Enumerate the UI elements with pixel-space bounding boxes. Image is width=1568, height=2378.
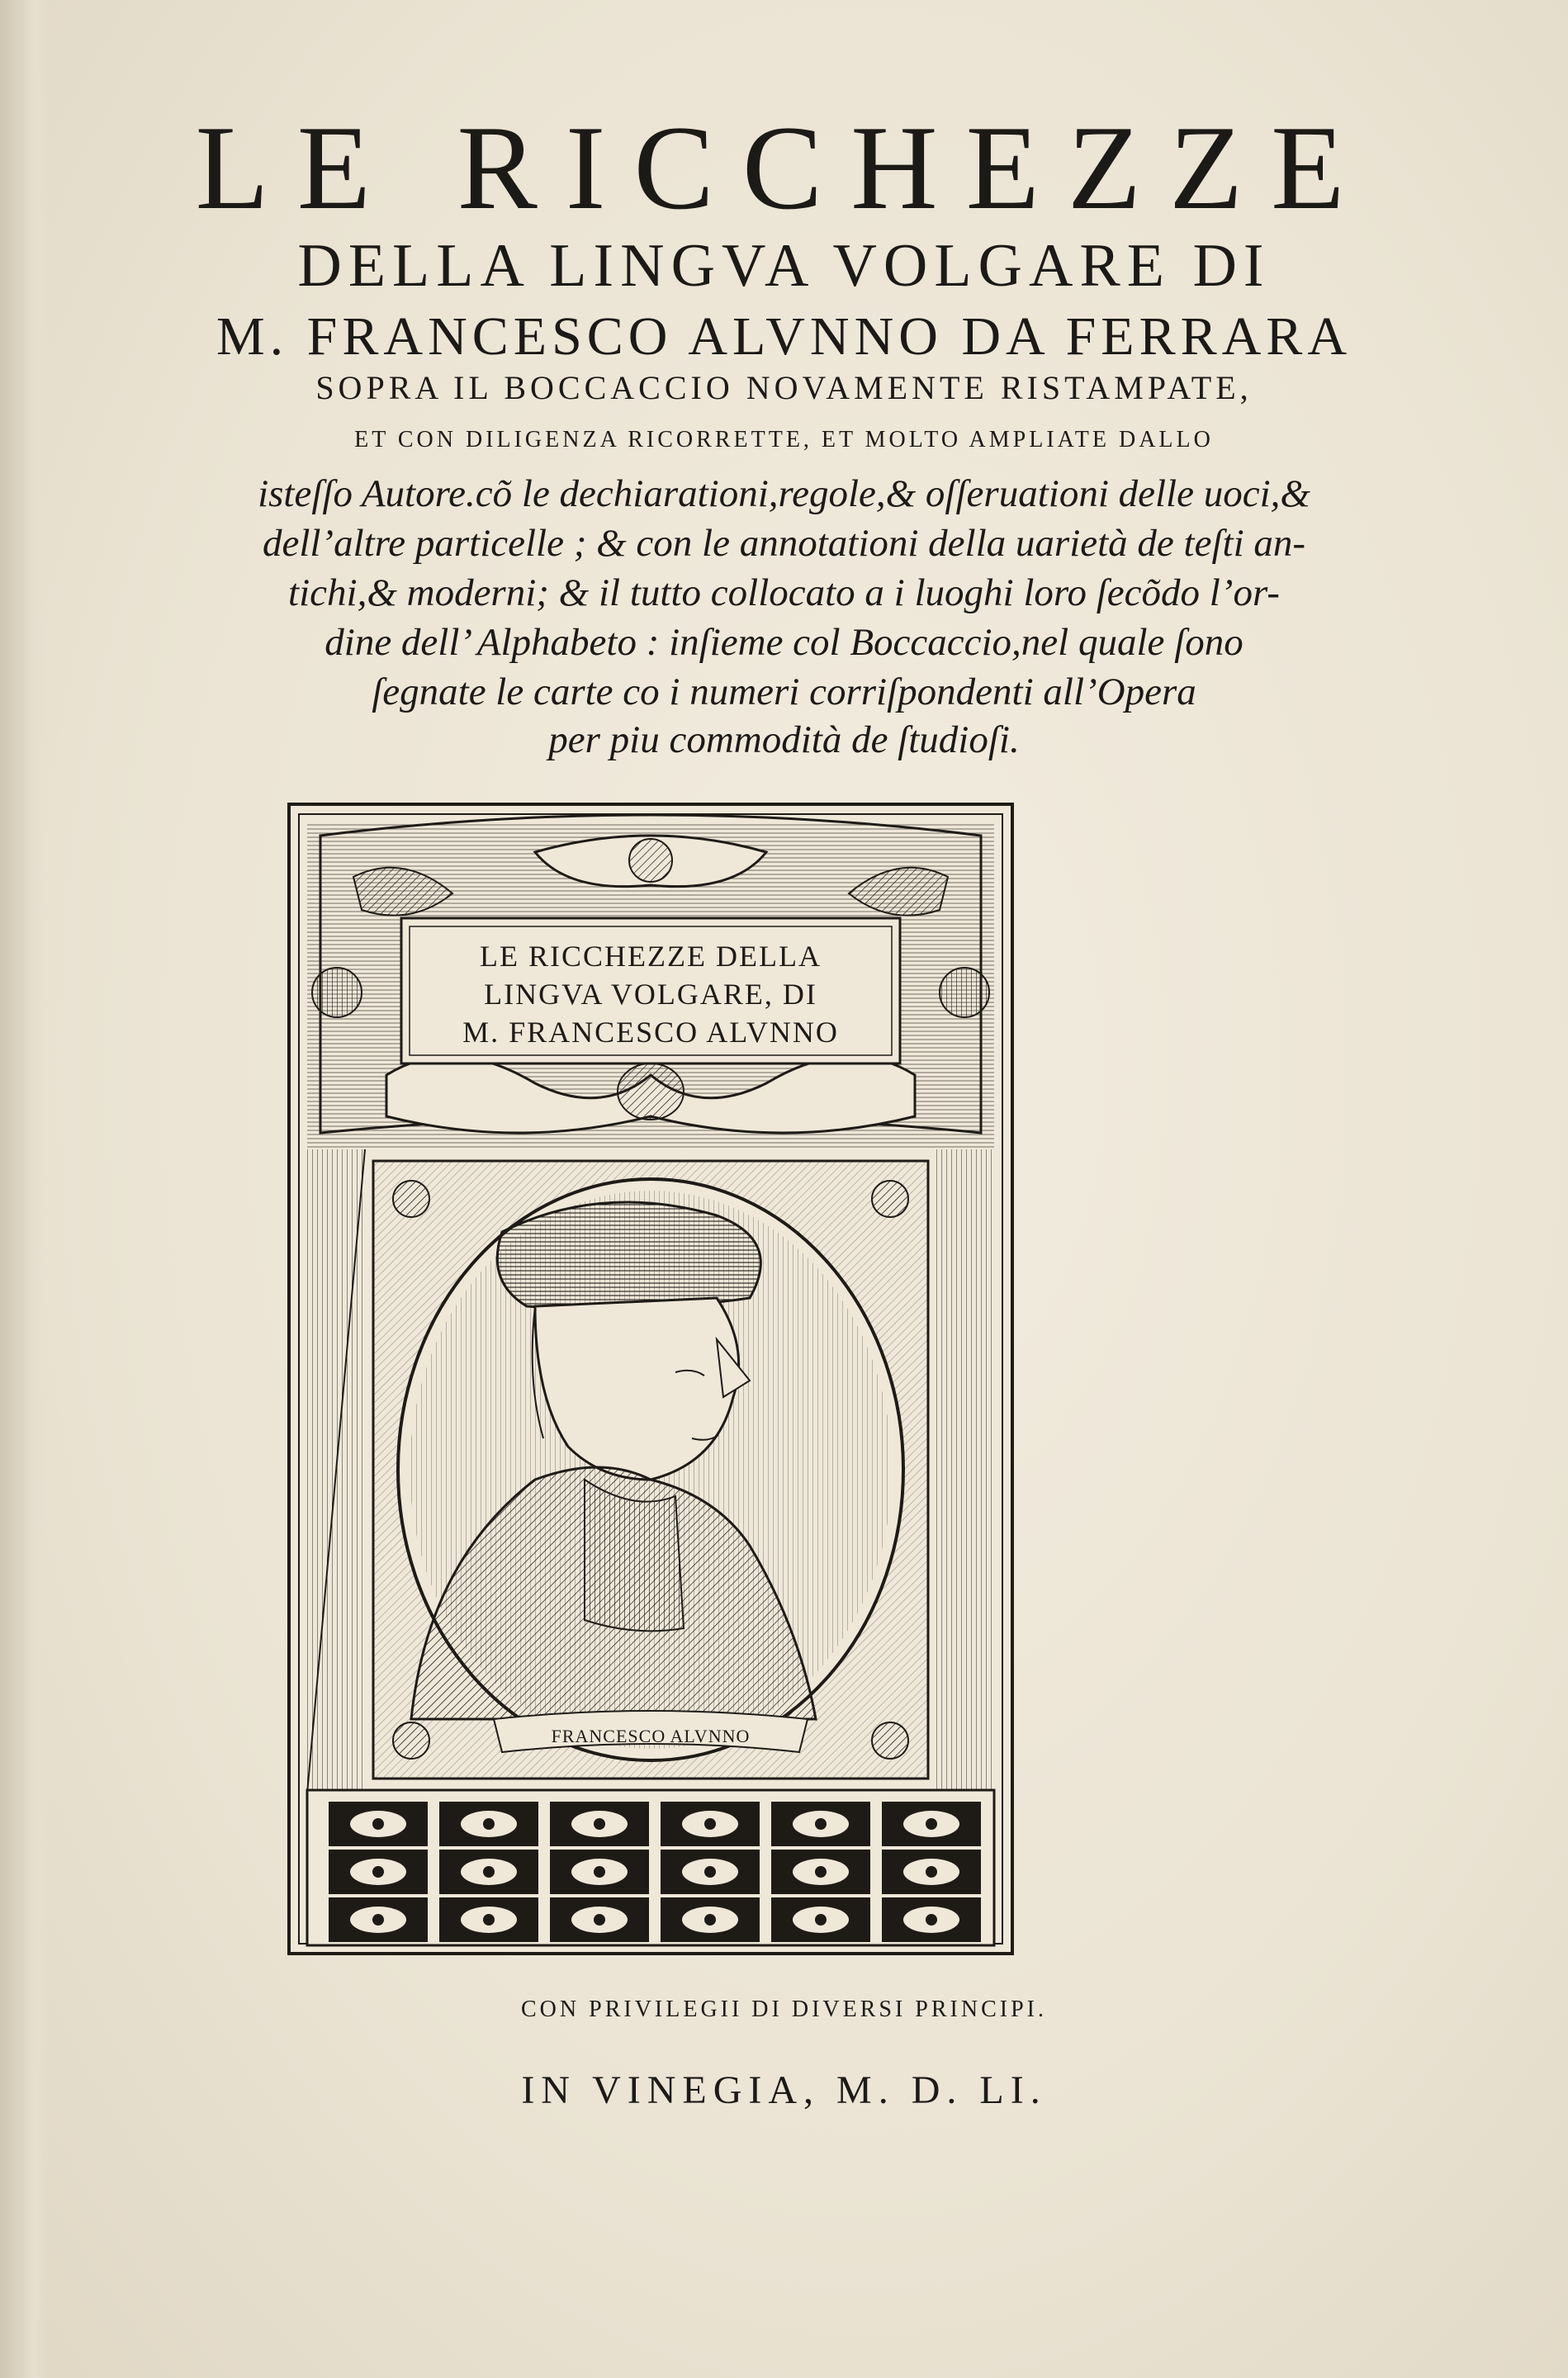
description-line-4: dine dell’ Alphabeto : inſieme col Boccaccio,nel quale ſono — [324, 621, 1244, 664]
title-line-4: SOPRA IL BOCCACCIO NOVAMENTE RISTAMPATE, — [315, 369, 1253, 406]
cartouche-line-2: LINGVA VOLGARE, DI — [484, 978, 817, 1011]
floor-tile-dot — [372, 1914, 384, 1926]
title-line-5: ET CON DILIGENZA RICORRETTE, ET MOLTO AMPLIATE DALLO — [354, 427, 1214, 452]
floor-tile-dot — [926, 1818, 937, 1830]
title-line-3: M. FRANCESCO ALVNNO DA FERRARA — [216, 306, 1352, 367]
floor-tile-dot — [594, 1866, 605, 1878]
description-line-6: per piu commodità de ſtudioſi. — [548, 718, 1020, 761]
floor-tile-dot — [704, 1914, 716, 1926]
description-line-1: isteſſo Autore.cõ le dechiarationi,regole,& oſſeruationi delle uoci,& — [258, 472, 1310, 515]
description-line-5: ſegnate le carte co i numeri corriſpondenti all’Opera — [372, 670, 1196, 713]
imprint-line: IN VINEGIA, M. D. LI. — [521, 2068, 1047, 2112]
floor-tile-dot — [926, 1866, 937, 1878]
woodcut-portrait-frame — [287, 803, 1014, 1955]
floor-tile-dot — [815, 1818, 827, 1830]
right-pilaster — [936, 1149, 994, 1793]
cartouche — [401, 918, 900, 1063]
floor-tile-dot — [372, 1866, 384, 1878]
floor-tile-dot — [483, 1914, 495, 1926]
floor-tile-dot — [594, 1818, 605, 1830]
description-line-2: dell’altre particelle ; & con le annotationi della uarietà de teſti an- — [262, 522, 1306, 565]
title-line-2: DELLA LINGVA VOLGARE DI — [297, 232, 1271, 300]
floor-tile-dot — [926, 1914, 937, 1926]
portrait-caption: FRANCESCO ALVNNO — [551, 1726, 751, 1746]
tiled-floor — [307, 1790, 994, 1945]
cap — [497, 1202, 760, 1309]
floor-tile-dot — [483, 1818, 495, 1830]
cartouche-line-1: LE RICCHEZZE DELLA — [480, 940, 822, 973]
floor-tile-dot — [483, 1866, 495, 1878]
floor-tile-dot — [815, 1866, 827, 1878]
floor-tile-dot — [594, 1914, 605, 1926]
floor-tile-dot — [704, 1866, 716, 1878]
privilege-line: CON PRIVILEGII DI DIVERSI PRINCIPI. — [521, 1997, 1047, 2022]
floor-tile-dot — [815, 1914, 827, 1926]
title-line-1: LE RICCHEZZE — [195, 101, 1373, 234]
floor-tile-dot — [372, 1818, 384, 1830]
floor-tile-dot — [704, 1818, 716, 1830]
description-line-3: tichi,& moderni; & il tutto collocato a i luoghi loro ſecõdo l’or- — [288, 571, 1280, 614]
cartouche-line-3: M. FRANCESCO ALVNNO — [462, 1016, 839, 1049]
